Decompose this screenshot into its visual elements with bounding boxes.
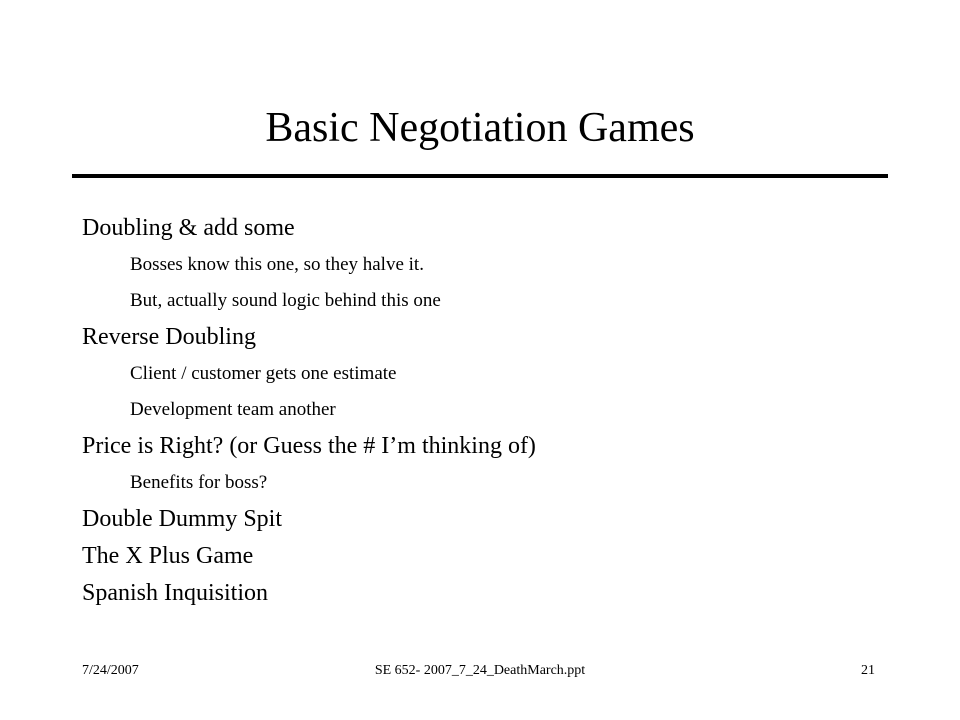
bullet-item: Doubling & add some xyxy=(82,215,295,241)
sub-bullet-item: Bosses know this one, so they halve it. xyxy=(130,254,424,275)
bullet-item: Spanish Inquisition xyxy=(82,580,269,606)
bullet-item: The X Plus Game xyxy=(82,543,254,569)
bullet-list xyxy=(82,210,882,612)
footer-page-number: 21 xyxy=(861,663,875,678)
sub-bullet-item: But, actually sound logic behind this one xyxy=(130,290,441,311)
footer-filename: SE 652- 2007_7_24_DeathMarch.ppt xyxy=(374,663,586,678)
title-underline-rule xyxy=(72,174,888,178)
bullet-item: Reverse Doubling xyxy=(82,324,256,350)
bullet-item: Price is Right? (or Guess the # I’m thinking of) xyxy=(82,433,536,459)
bullet-item: Double Dummy Spit xyxy=(82,506,283,532)
footer-date: 7/24/2007 xyxy=(82,663,139,678)
sub-bullet-item: Development team another xyxy=(130,399,336,420)
slide-title: Basic Negotiation Games xyxy=(265,105,695,151)
sub-bullet-item: Benefits for boss? xyxy=(130,472,268,493)
sub-bullet-item: Client / customer gets one estimate xyxy=(130,363,397,384)
